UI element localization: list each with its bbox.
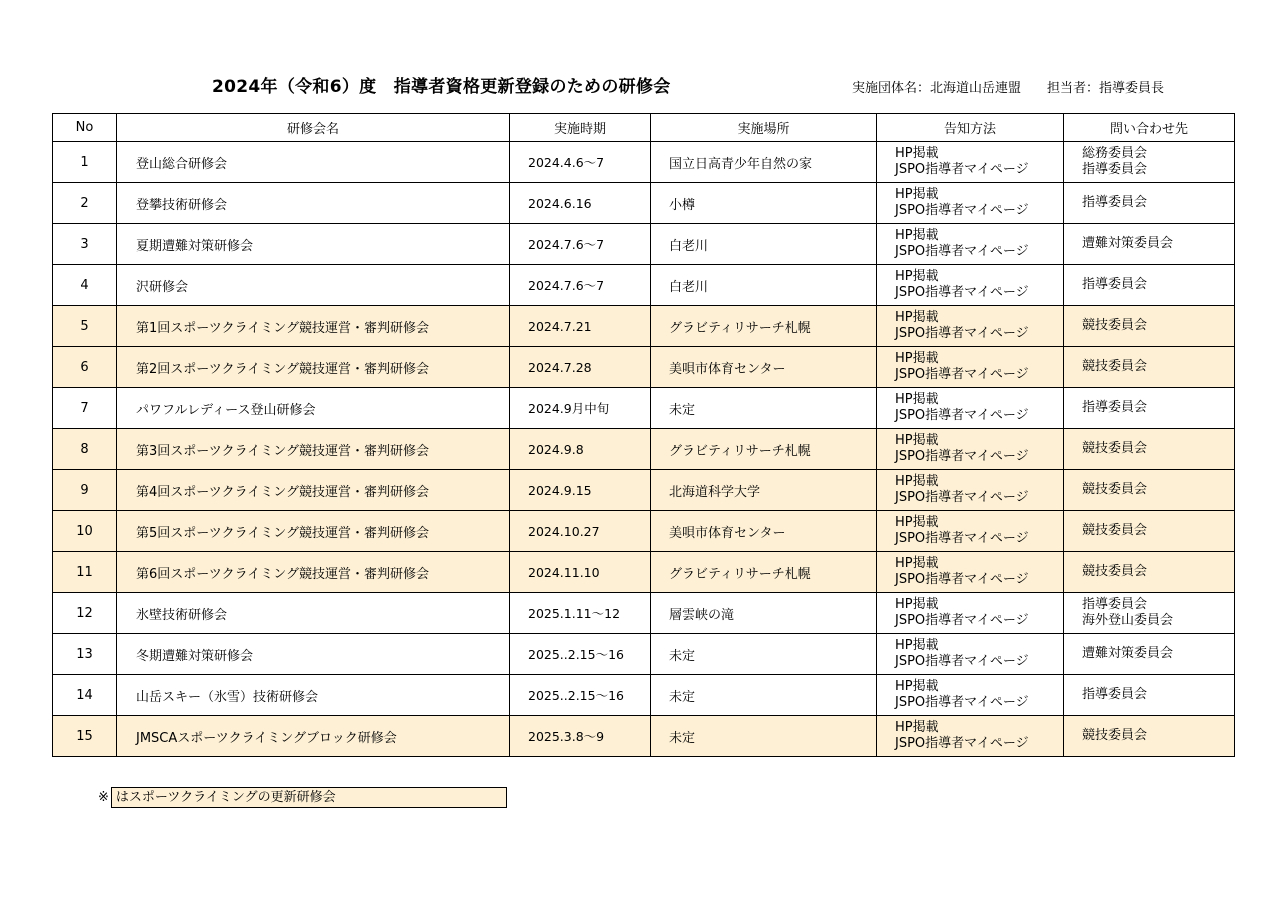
notice-line: JSPO指導者マイページ [895,449,1029,464]
cell-no: 15 [53,716,117,757]
notice-line: JSPO指導者マイページ [895,736,1029,751]
notice-line: JSPO指導者マイページ [895,326,1029,341]
cell-contact [1064,511,1235,552]
cell-notice [877,552,1064,593]
contact-line: 競技委員会 [1082,318,1148,333]
table-row [53,142,1235,183]
cell-notice [877,716,1064,757]
contact-line: 競技委員会 [1082,523,1148,538]
cell-contact [1064,552,1235,593]
header-date: 実施時期 [510,114,651,142]
table-row [53,675,1235,716]
cell-date: 2024.11.10 [510,552,651,593]
cell-date: 2025.1.11～12 [510,593,651,634]
contact-line: 競技委員会 [1082,564,1148,579]
cell-notice [877,224,1064,265]
notice-line: HP掲載 [895,310,939,325]
cell-contact [1064,593,1235,634]
cell-notice [877,306,1064,347]
notice-line: HP掲載 [895,146,939,161]
table-row [53,306,1235,347]
notice-line: JSPO指導者マイページ [895,244,1029,259]
cell-contact [1064,429,1235,470]
cell-date: 2024.7.28 [510,347,651,388]
cell-place: 未定 [651,388,877,429]
notice-line: JSPO指導者マイページ [895,572,1029,587]
cell-name: 第2回スポーツクライミング競技運営・審判研修会 [117,347,510,388]
cell-date: 2024.7.21 [510,306,651,347]
cell-notice [877,142,1064,183]
cell-place: グラビティリサーチ札幌 [651,552,877,593]
cell-name: 登攀技術研修会 [117,183,510,224]
cell-notice [877,470,1064,511]
cell-contact [1064,470,1235,511]
cell-contact [1064,142,1235,183]
table-row [53,347,1235,388]
note-mark: ※ [98,790,109,805]
notice-line: JSPO指導者マイページ [895,531,1029,546]
contact-line: 指導委員会 [1082,400,1148,415]
notice-line: HP掲載 [895,515,939,530]
notice-line: HP掲載 [895,720,939,735]
cell-contact [1064,224,1235,265]
cell-name: 第4回スポーツクライミング競技運営・審判研修会 [117,470,510,511]
cell-place: 層雲峡の滝 [651,593,877,634]
cell-no: 6 [53,347,117,388]
header-contact: 問い合わせ先 [1064,114,1235,142]
cell-place: 美唄市体育センター [651,511,877,552]
contact-line: 競技委員会 [1082,441,1148,456]
cell-date: 2024.4.6～7 [510,142,651,183]
page-title: 2024年（令和6）度 指導者資格更新登録のための研修会 [212,77,671,97]
notice-line: HP掲載 [895,351,939,366]
cell-date: 2024.7.6～7 [510,224,651,265]
cell-name: 夏期遭難対策研修会 [117,224,510,265]
notice-line: JSPO指導者マイページ [895,490,1029,505]
cell-place: グラビティリサーチ札幌 [651,306,877,347]
notice-line: JSPO指導者マイページ [895,367,1029,382]
contact-line: 総務委員会 [1082,146,1148,161]
cell-no: 4 [53,265,117,306]
cell-date: 2024.9.15 [510,470,651,511]
notice-line: HP掲載 [895,228,939,243]
cell-name: 氷壁技術研修会 [117,593,510,634]
notice-line: HP掲載 [895,474,939,489]
contact-line: 指導委員会 [1082,687,1148,702]
cell-place: 白老川 [651,224,877,265]
contact-line: 競技委員会 [1082,728,1148,743]
cell-name: 山岳スキー（氷雪）技術研修会 [117,675,510,716]
header-place: 実施場所 [651,114,877,142]
table-row [53,183,1235,224]
cell-notice [877,183,1064,224]
contact-line: 競技委員会 [1082,482,1148,497]
cell-no: 13 [53,634,117,675]
cell-no: 7 [53,388,117,429]
cell-no: 12 [53,593,117,634]
cell-date: 2025.3.8～9 [510,716,651,757]
cell-contact [1064,716,1235,757]
cell-place: 未定 [651,634,877,675]
cell-contact [1064,675,1235,716]
notice-line: JSPO指導者マイページ [895,285,1029,300]
cell-notice [877,593,1064,634]
header-name: 研修会名 [117,114,510,142]
notice-line: JSPO指導者マイページ [895,654,1029,669]
cell-date: 2024.7.6～7 [510,265,651,306]
notice-line: JSPO指導者マイページ [895,613,1029,628]
notice-line: JSPO指導者マイページ [895,162,1029,177]
cell-notice [877,511,1064,552]
cell-no: 3 [53,224,117,265]
cell-no: 1 [53,142,117,183]
table-row [53,265,1235,306]
contact-line: 指導委員会 [1082,597,1148,612]
notice-line: HP掲載 [895,433,939,448]
notice-line: HP掲載 [895,556,939,571]
contact-line: 海外登山委員会 [1082,613,1174,628]
notice-line: JSPO指導者マイページ [895,408,1029,423]
cell-no: 5 [53,306,117,347]
contact-line: 遭難対策委員会 [1082,646,1174,661]
header-no: No [53,114,117,142]
cell-name: パワフルレディース登山研修会 [117,388,510,429]
cell-contact [1064,388,1235,429]
cell-date: 2025..2.15～16 [510,634,651,675]
notice-line: JSPO指導者マイページ [895,203,1029,218]
cell-place: 国立日高青少年自然の家 [651,142,877,183]
cell-contact [1064,183,1235,224]
table-row [53,429,1235,470]
cell-name: 沢研修会 [117,265,510,306]
cell-place: 北海道科学大学 [651,470,877,511]
table-row [53,716,1235,757]
table-row [53,388,1235,429]
cell-place: 美唄市体育センター [651,347,877,388]
notice-line: HP掲載 [895,187,939,202]
cell-notice [877,634,1064,675]
cell-no: 8 [53,429,117,470]
legend-note [98,787,507,808]
notice-line: JSPO指導者マイページ [895,695,1029,710]
contact-line: 遭難対策委員会 [1082,236,1174,251]
cell-contact [1064,634,1235,675]
cell-name: 第5回スポーツクライミング競技運営・審判研修会 [117,511,510,552]
table-row [53,634,1235,675]
table-row [53,470,1235,511]
legend-swatch-label: はスポーツクライミングの更新研修会 [111,787,507,808]
cell-notice [877,265,1064,306]
cell-no: 14 [53,675,117,716]
cell-place: 白老川 [651,265,877,306]
cell-name: 登山総合研修会 [117,142,510,183]
table-row [53,552,1235,593]
cell-notice [877,429,1064,470]
notice-line: HP掲載 [895,269,939,284]
organization-name: 実施団体名：北海道山岳連盟 [852,81,1022,96]
cell-date: 2024.10.27 [510,511,651,552]
organizer-info [852,77,1164,96]
cell-place: 未定 [651,716,877,757]
cell-no: 2 [53,183,117,224]
cell-name: 第1回スポーツクライミング競技運営・審判研修会 [117,306,510,347]
cell-date: 2025..2.15～16 [510,675,651,716]
notice-line: HP掲載 [895,392,939,407]
cell-date: 2024.9月中旬 [510,388,651,429]
cell-name: 第3回スポーツクライミング競技運営・審判研修会 [117,429,510,470]
cell-name: JMSCAスポーツクライミングブロック研修会 [117,716,510,757]
notice-line: HP掲載 [895,679,939,694]
table-row [53,224,1235,265]
cell-contact [1064,347,1235,388]
cell-contact [1064,265,1235,306]
cell-notice [877,675,1064,716]
cell-place: 小樽 [651,183,877,224]
cell-date: 2024.6.16 [510,183,651,224]
cell-notice [877,347,1064,388]
seminar-table [52,113,1235,757]
notice-line: HP掲載 [895,638,939,653]
contact-line: 指導委員会 [1082,277,1148,292]
cell-place: 未定 [651,675,877,716]
person-in-charge: 担当者：指導委員長 [1047,81,1165,96]
cell-date: 2024.9.8 [510,429,651,470]
cell-notice [877,388,1064,429]
header-notice: 告知方法 [877,114,1064,142]
table-header-row [53,114,1235,142]
cell-no: 9 [53,470,117,511]
cell-contact [1064,306,1235,347]
contact-line: 競技委員会 [1082,359,1148,374]
table-row [53,593,1235,634]
table-row [53,511,1235,552]
cell-name: 冬期遭難対策研修会 [117,634,510,675]
notice-line: HP掲載 [895,597,939,612]
cell-place: グラビティリサーチ札幌 [651,429,877,470]
contact-line: 指導委員会 [1082,162,1148,177]
cell-name: 第6回スポーツクライミング競技運営・審判研修会 [117,552,510,593]
cell-no: 10 [53,511,117,552]
contact-line: 指導委員会 [1082,195,1148,210]
cell-no: 11 [53,552,117,593]
